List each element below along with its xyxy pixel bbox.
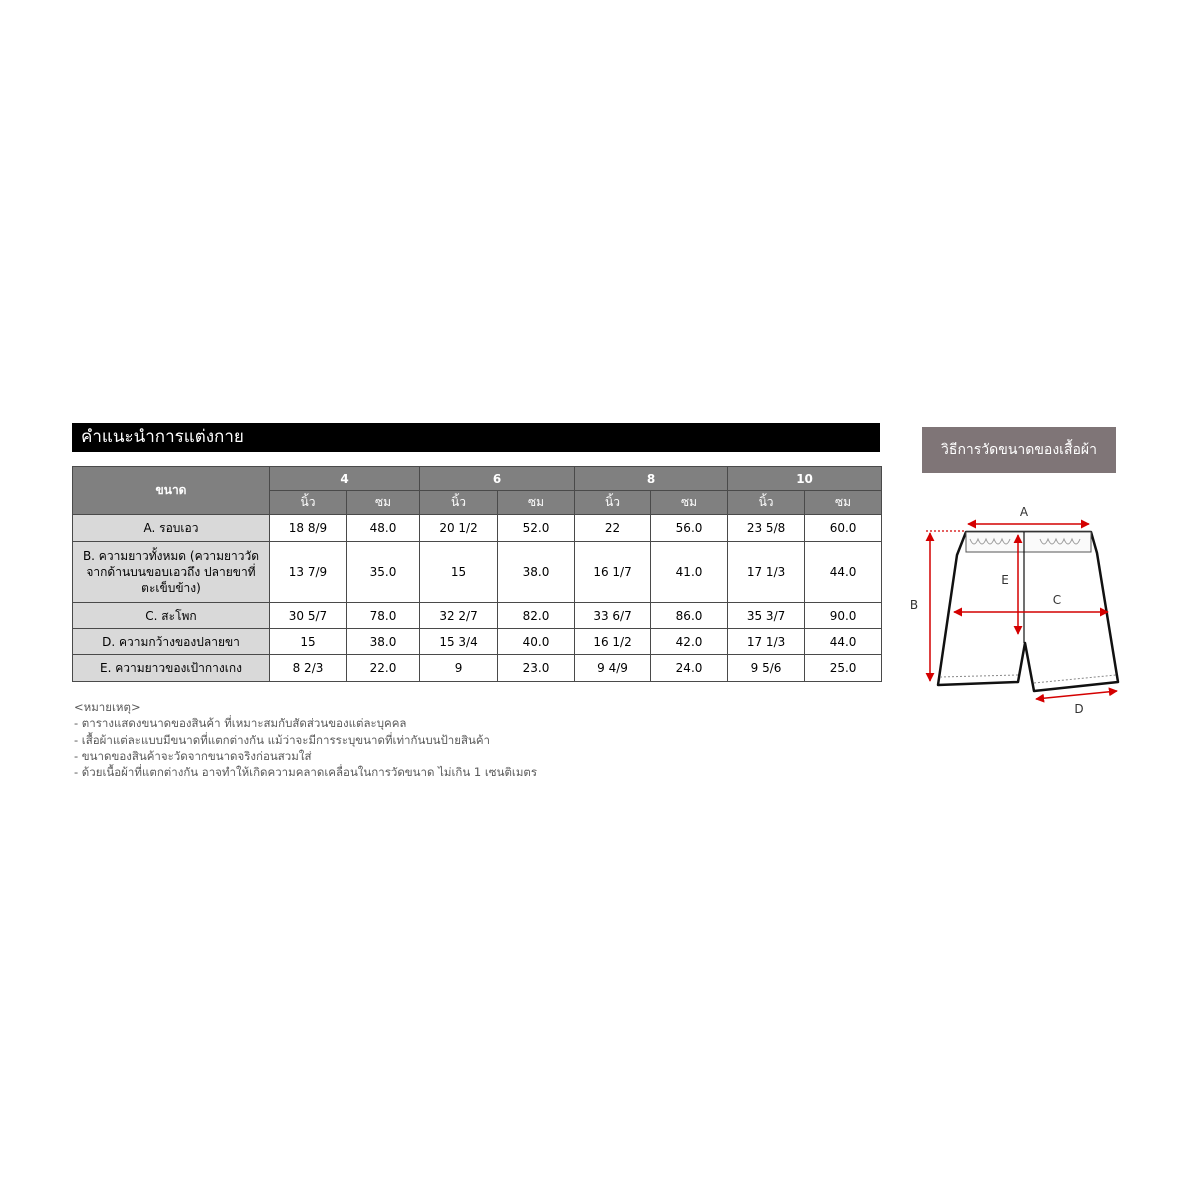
table-cell: 48.0 <box>347 515 420 542</box>
table-cell: 35.0 <box>347 542 420 603</box>
table-cell: 9 4/9 <box>575 655 651 682</box>
size-header-4: 4 <box>270 467 420 491</box>
size-chart-table <box>72 466 882 682</box>
label-c: C <box>1052 593 1062 607</box>
table-cell: 15 <box>270 629 347 655</box>
table-cell: 20 1/2 <box>420 515 498 542</box>
note-item: - ตารางแสดงขนาดของสินค้า ที่เหมาะสมกับสัดส่วนของแต่ละบุคคล <box>74 716 407 731</box>
table-row <box>73 542 882 603</box>
table-cell: 16 1/2 <box>575 629 651 655</box>
size-header-row <box>73 467 882 491</box>
table-cell: 60.0 <box>805 515 882 542</box>
unit-header-inch: นิ้ว <box>575 491 651 515</box>
table-cell: 22 <box>575 515 651 542</box>
table-cell: 25.0 <box>805 655 882 682</box>
row-label: A. รอบเอว <box>73 515 270 542</box>
label-b: B <box>909 598 919 612</box>
table-cell: 17 1/3 <box>728 629 805 655</box>
table-row <box>73 655 882 682</box>
size-column-header: ขนาด <box>73 467 270 515</box>
table-cell: 44.0 <box>805 542 882 603</box>
size-header-6: 6 <box>420 467 575 491</box>
shorts-measurement-diagram <box>900 495 1140 725</box>
notes-heading: <หมายเหตุ> <box>74 700 141 714</box>
row-label: D. ความกว้างของปลายขา <box>73 629 270 655</box>
unit-header-inch: นิ้ว <box>728 491 805 515</box>
table-cell: 9 5/6 <box>728 655 805 682</box>
label-a: A <box>1019 505 1029 519</box>
size-header-10: 10 <box>728 467 882 491</box>
unit-header-cm: ซม <box>498 491 575 515</box>
note-item: - เสื้อผ้าแต่ละแบบมีขนาดที่แตกต่างกัน แม้ว่าจะมีการระบุขนาดที่เท่ากันบนป้ายสินค้า <box>74 732 491 747</box>
table-cell: 78.0 <box>347 603 420 629</box>
table-cell: 24.0 <box>651 655 728 682</box>
table-row <box>73 515 882 542</box>
label-e: E <box>1001 573 1009 587</box>
table-cell: 33 6/7 <box>575 603 651 629</box>
table-cell: 30 5/7 <box>270 603 347 629</box>
table-cell: 90.0 <box>805 603 882 629</box>
table-cell: 52.0 <box>498 515 575 542</box>
notes-section <box>74 699 537 780</box>
unit-header-cm: ซม <box>805 491 882 515</box>
label-d: D <box>1074 702 1084 716</box>
table-cell: 40.0 <box>498 629 575 655</box>
unit-header-cm: ซม <box>651 491 728 515</box>
table-cell: 22.0 <box>347 655 420 682</box>
row-label: E. ความยาวของเป้ากางเกง <box>73 655 270 682</box>
table-cell: 23 5/8 <box>728 515 805 542</box>
table-cell: 35 3/7 <box>728 603 805 629</box>
how-to-measure-button[interactable]: วิธีการวัดขนาดของเสื้อผ้า <box>922 427 1116 473</box>
table-cell: 15 <box>420 542 498 603</box>
unit-header-inch: นิ้ว <box>270 491 347 515</box>
table-row <box>73 603 882 629</box>
table-cell: 56.0 <box>651 515 728 542</box>
table-cell: 17 1/3 <box>728 542 805 603</box>
table-cell: 8 2/3 <box>270 655 347 682</box>
page-title: คำแนะนำการแต่งกาย <box>72 423 880 452</box>
table-cell: 38.0 <box>498 542 575 603</box>
table-row <box>73 629 882 655</box>
row-label: B. ความยาวทั้งหมด (ความยาววัดจากด้านบนขอบเอวถึง ปลายขาที่ตะเข็บข้าง) <box>73 542 270 603</box>
measure-line-d <box>1036 691 1117 699</box>
table-cell: 42.0 <box>651 629 728 655</box>
note-item: - ขนาดของสินค้าจะวัดจากขนาดจริงก่อนสวมใส่ <box>74 748 312 763</box>
table-cell: 44.0 <box>805 629 882 655</box>
table-cell: 16 1/7 <box>575 542 651 603</box>
table-cell: 18 8/9 <box>270 515 347 542</box>
size-header-8: 8 <box>575 467 728 491</box>
row-label: C. สะโพก <box>73 603 270 629</box>
table-cell: 32 2/7 <box>420 603 498 629</box>
unit-header-inch: นิ้ว <box>420 491 498 515</box>
note-item: - ด้วยเนื้อผ้าที่แตกต่างกัน อาจทำให้เกิดความคลาดเคลื่อนในการวัดขนาด ไม่เกิน 1 เซนติเมตร <box>74 765 538 780</box>
table-cell: 86.0 <box>651 603 728 629</box>
table-cell: 38.0 <box>347 629 420 655</box>
table-cell: 41.0 <box>651 542 728 603</box>
table-cell: 23.0 <box>498 655 575 682</box>
table-cell: 13 7/9 <box>270 542 347 603</box>
unit-header-cm: ซม <box>347 491 420 515</box>
table-cell: 9 <box>420 655 498 682</box>
table-cell: 82.0 <box>498 603 575 629</box>
table-cell: 15 3/4 <box>420 629 498 655</box>
